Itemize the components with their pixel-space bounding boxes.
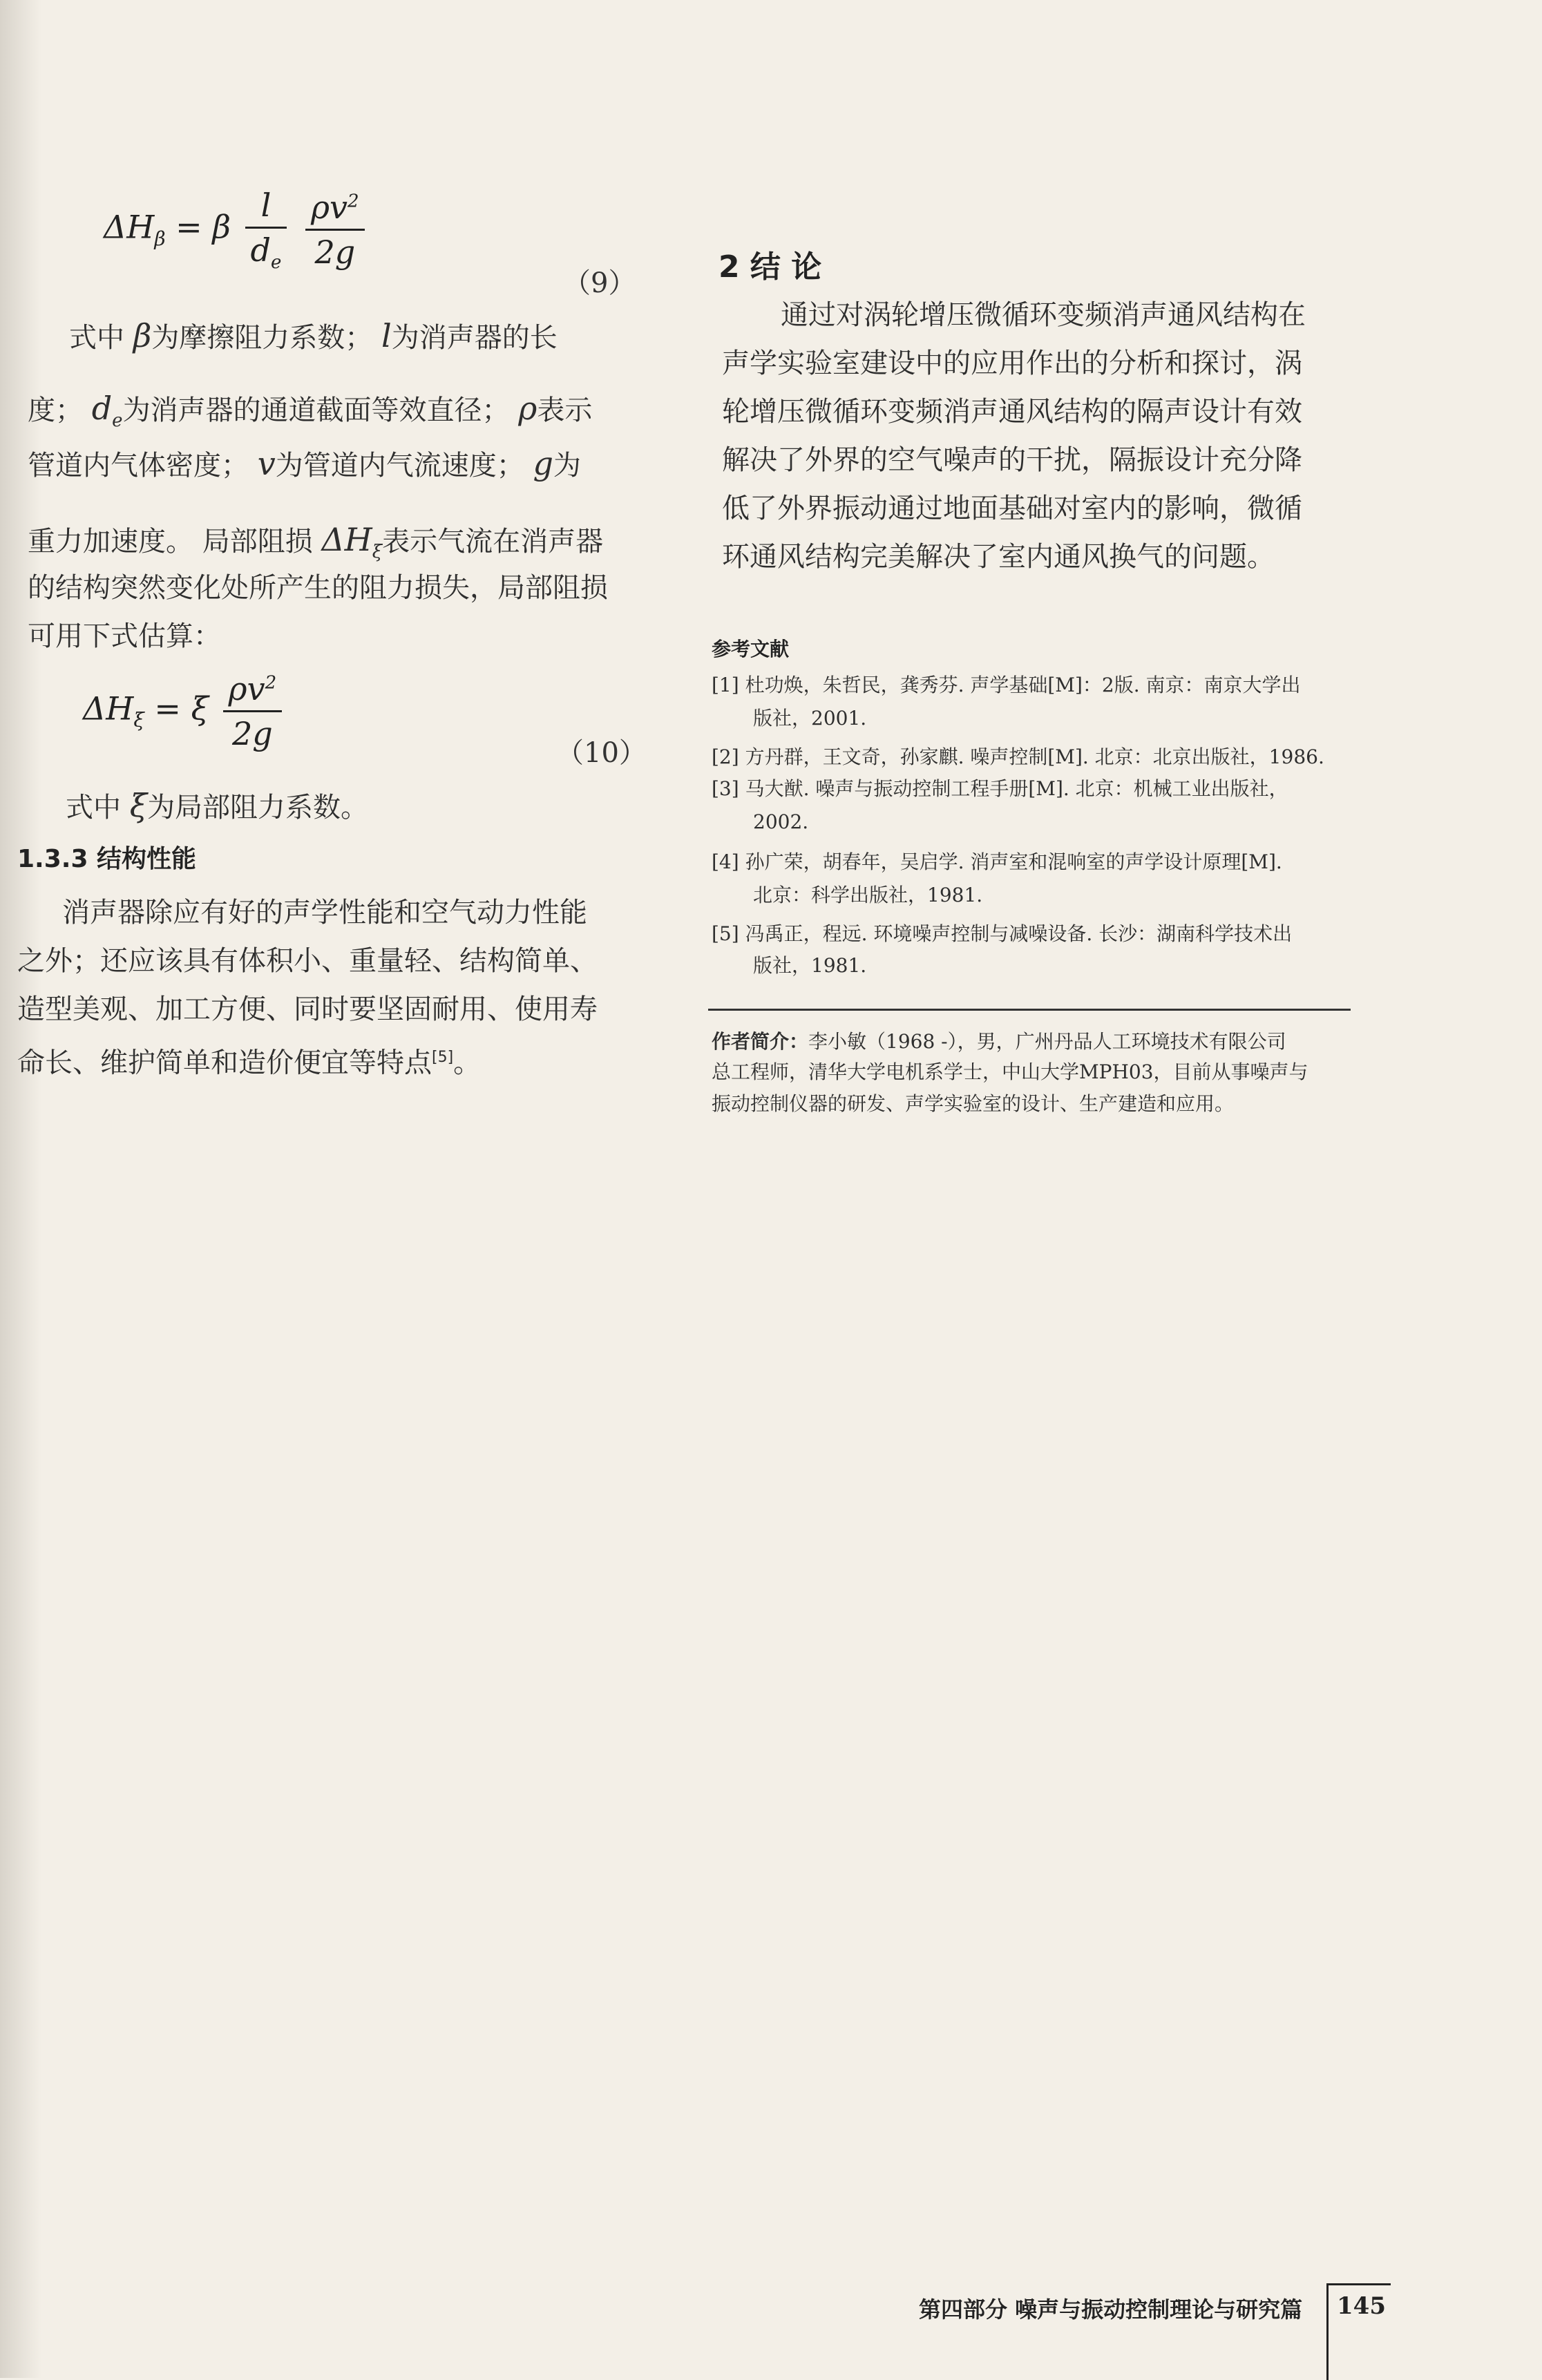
- conclusion-heading: 2 结 论: [718, 249, 822, 285]
- reference-line: 版社，2001.: [753, 707, 867, 730]
- text-line: 消声器除应有好的声学性能和空气动力性能: [62, 897, 587, 929]
- text-line: 重力加速度。 局部阻损 $\Delta H_\xi$表示气流在消声器: [28, 521, 604, 563]
- page-binding-shadow: [0, 0, 41, 2378]
- footer-section-title: 第四部分 噪声与振动控制理论与研究篇: [919, 2296, 1303, 2323]
- text-line: 低了外界振动通过地面基础对室内的影响，微循: [722, 493, 1302, 524]
- reference-line: [3] 马大猷. 噪声与振动控制工程手册[M]. 北京：机械工业出版社，: [712, 777, 1288, 800]
- page-number: 145: [1337, 2292, 1386, 2320]
- equation-number-10: （10）: [556, 737, 647, 769]
- text-line: 式中 ξ为局部阻力系数。: [66, 787, 369, 824]
- reference-line: 北京：科学出版社，1981.: [753, 884, 983, 906]
- text-line: 通过对涡轮增压微循环变频消声通风结构在: [781, 299, 1306, 331]
- author-bio-line: 振动控制仪器的研发、声学实验室的设计、生产建造和应用。: [712, 1092, 1235, 1115]
- text-line: 可用下式估算：: [28, 620, 221, 652]
- reference-line: 版社，1981.: [753, 954, 867, 977]
- text-line: 式中 β为摩擦阻力系数； l为消声器的长: [69, 317, 558, 354]
- text-line: 轮增压微循环变频消声通风结构的隔声设计有效: [722, 396, 1302, 428]
- text-line: 管道内气体密度； v为管道内气流速度； g为: [28, 445, 581, 482]
- formula-10: $\Delta H_\xi = \xi$ $\frac{\rho v^2}{2g}$: [83, 670, 286, 752]
- citation-5: [5]: [432, 1049, 454, 1066]
- text-line: 环通风结构完美解决了室内通风换气的问题。: [722, 541, 1275, 573]
- symbol-beta: β: [133, 317, 152, 354]
- text-line: 度； $d_e$为消声器的通道截面等效直径； ρ表示: [28, 390, 593, 432]
- references-title: 参考文献: [712, 638, 790, 660]
- equation-number-9: （9）: [563, 267, 636, 299]
- text-line: 造型美观、加工方便、同时要坚固耐用、使用寿: [17, 993, 598, 1025]
- text-line: 之外；还应该具有体积小、重量轻、结构简单、: [17, 945, 598, 977]
- author-bio-line: 作者简介：李小敏（1968 -），男，广州丹品人工环境技术有限公司: [712, 1030, 1286, 1053]
- text-line: 命长、维护简单和造价便宜等特点[5]。: [17, 1047, 482, 1079]
- text-line: 解决了外界的空气噪声的干扰，隔振设计充分降: [722, 444, 1302, 476]
- author-bio-line: 总工程师，清华大学电机系学士，中山大学MPH03，目前从事噪声与: [712, 1060, 1308, 1083]
- reference-line: [4] 孙广荣，胡春年，吴启学. 消声室和混响室的声学设计原理[M].: [712, 850, 1282, 873]
- reference-line: [2] 方丹群，王文奇，孙家麒. 噪声控制[M]. 北京：北京出版社，1986.: [712, 745, 1324, 768]
- text-line: 的结构突然变化处所产生的阻力损失，局部阻损: [28, 572, 608, 604]
- section-heading-1-3-3: 1.3.3 结构性能: [17, 845, 197, 873]
- reference-line: [5] 冯禹正，程远. 环境噪声控制与减噪设备. 长沙：湖南科学技术出: [712, 922, 1293, 945]
- bio-divider: [708, 1009, 1351, 1011]
- reference-line: [1] 杜功焕，朱哲民，龚秀芬. 声学基础[M]：2版. 南京：南京大学出: [712, 674, 1301, 696]
- formula-9: $\Delta H_\beta = \beta$ $\frac{l}{d_e}$ $\frac{\rho v^2}{2g}$: [104, 187, 369, 273]
- reference-line: 2002.: [753, 810, 809, 833]
- text-line: 声学实验室建设中的应用作出的分析和探讨，涡: [722, 348, 1302, 379]
